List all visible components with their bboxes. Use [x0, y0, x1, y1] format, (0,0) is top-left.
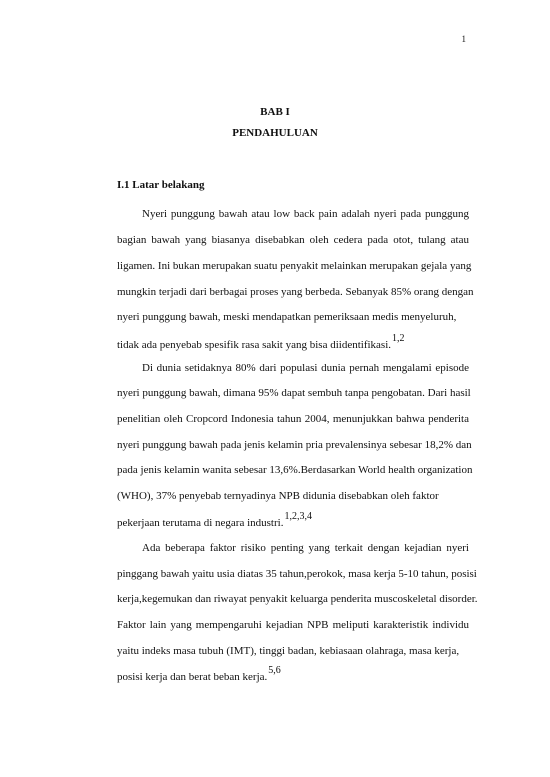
paragraph-3-line-5: yaitu indeks masa tubuh (IMT), tinggi badan, kebiasaan olahraga, masa kerja,	[117, 645, 460, 657]
paragraph-2-text: pekerjaan terutama di negara industri.	[117, 517, 284, 529]
paragraph-2-line-7	[117, 511, 469, 529]
paragraph-1-line-2: bagian bawah yang biasanya disebabkan oleh cedera pada otot, tulang atau	[117, 234, 469, 246]
chapter-title: PENDAHULUAN	[232, 127, 318, 139]
paragraph-3-line-4: Faktor lain yang mempengaruhi kejadian NPB meliputi karakteristik individu	[117, 619, 469, 631]
paragraph-2-line-4: nyeri punggung bawah pada jenis kelamin pria prevalensinya sebesar 18,2% dan	[117, 439, 472, 451]
paragraph-3-text: posisi kerja dan berat beban kerja.	[117, 671, 268, 683]
citation-superscript: 5,6	[268, 665, 281, 676]
citation-superscript: 1,2	[392, 333, 405, 344]
paragraph-3-line-1: Ada beberapa faktor risiko penting yang terkait dengan kejadian nyeri	[142, 542, 469, 554]
paragraph-2-line-5: pada jenis kelamin wanita sebesar 13,6%.Berdasarkan World health organization	[117, 464, 473, 476]
paragraph-1-line-6	[117, 333, 469, 351]
paragraph-3-line-6	[117, 665, 469, 683]
paragraph-2-line-2: nyeri punggung bawah, dimana 95% dapat sembuh tanpa pengobatan. Dari hasil	[117, 387, 471, 399]
paragraph-2-line-1: Di dunia setidaknya 80% dari populasi dunia pernah mengalami episode	[142, 362, 469, 374]
page-number: 1	[461, 34, 466, 44]
paragraph-1-line-3: ligamen. Ini bukan merupakan suatu penyakit melainkan merupakan gejala yang	[117, 260, 472, 272]
chapter-heading: BAB I	[260, 106, 290, 118]
paragraph-1-line-5: nyeri punggung bawah, meski mendapatkan pemeriksaan medis menyeluruh,	[117, 311, 457, 323]
paragraph-2-line-3: penelitian oleh Cropcord Indonesia tahun 2004, menunjukkan bahwa penderita	[117, 413, 469, 425]
section-heading: I.1 Latar belakang	[117, 179, 205, 191]
citation-superscript: 1,2,3,4	[284, 511, 312, 522]
paragraph-1-line-1: Nyeri punggung bawah atau low back pain adalah nyeri pada punggung	[142, 208, 469, 220]
paragraph-3-line-3: kerja,kegemukan dan riwayat penyakit keluarga penderita muscoskeletal disorder.	[117, 593, 478, 605]
paragraph-1-text: tidak ada penyebab spesifik rasa sakit yang bisa diidentifikasi.	[117, 339, 392, 351]
paragraph-1-line-4: mungkin terjadi dari berbagai proses yang berbeda. Sebanyak 85% orang dengan	[117, 286, 474, 298]
paragraph-3-line-2: pinggang bawah yaitu usia diatas 35 tahun,perokok, masa kerja 5-10 tahun, posisi	[117, 568, 477, 580]
paragraph-2-line-6: (WHO), 37% penyebab ternyadinya NPB didunia disebabkan oleh faktor	[117, 490, 439, 502]
